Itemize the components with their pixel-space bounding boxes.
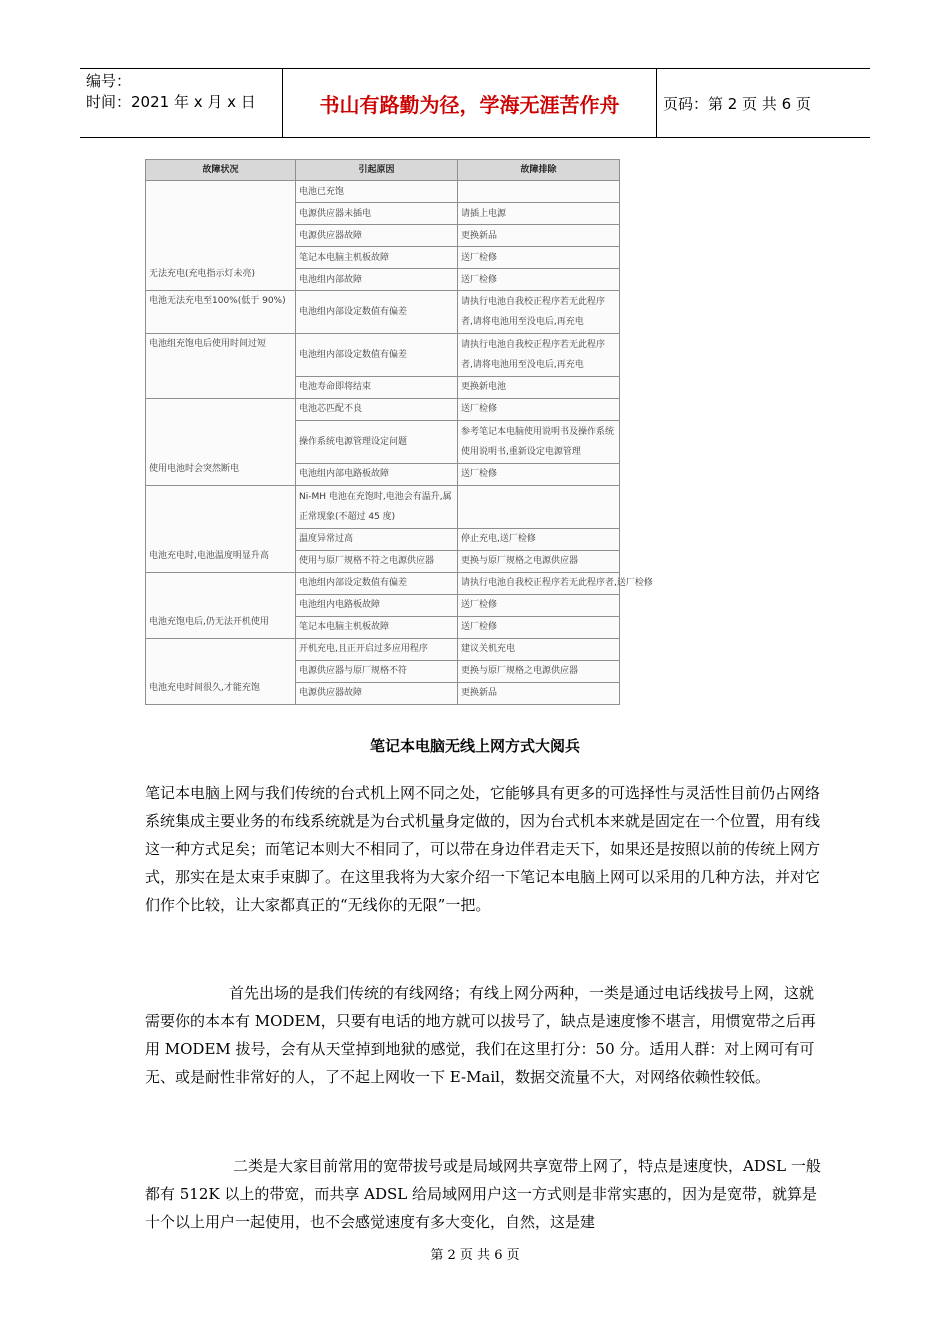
fault-solution-cell: 更换新电池 (458, 376, 620, 398)
fault-cause-cell: 使用与原厂规格不符之电源供应器 (296, 550, 458, 572)
battery-fault-table (145, 159, 653, 705)
fault-solution-cell: 请插上电源 (458, 203, 620, 225)
fault-cause-cell: 电池组内电路板故障 (296, 594, 458, 616)
table-row (146, 291, 620, 334)
fault-solution-cell: 更换与原厂规格之电源供应器 (458, 550, 620, 572)
fault-cause-cell: 笔记本电脑主机板故障 (296, 247, 458, 269)
article-paragraph (145, 1152, 825, 1236)
table-header-status: 故障状况 (146, 160, 296, 181)
fault-cause-cell: 温度异常过高 (296, 528, 458, 550)
table-row (146, 398, 620, 420)
table-row (146, 485, 620, 528)
fault-solution-cell: 更换新品 (458, 682, 620, 704)
article-paragraph (145, 979, 825, 1091)
fault-status-cell: 无法充电(充电指示灯未亮) (146, 181, 296, 291)
table-row (146, 181, 620, 203)
table-header-cause: 引起原因 (296, 160, 458, 181)
fault-cause-cell: 电池芯匹配不良 (296, 398, 458, 420)
table-header-solution: 故障排除 (458, 160, 620, 181)
fault-cause-cell: 电源供应器未插电 (296, 203, 458, 225)
fault-cause-cell: 电源供应器与原厂规格不符 (296, 660, 458, 682)
fault-solution-cell: 更换新品 (458, 225, 620, 247)
table-row (146, 333, 620, 376)
fault-solution-cell: 送厂检修 (458, 463, 620, 485)
fault-cause-cell: Ni-MH 电池在充饱时,电池会有温升,属正常现象(不超过 45 度) (296, 485, 458, 528)
fault-solution-cell: 停止充电,送厂检修 (458, 528, 620, 550)
fault-solution-cell: 参考笔记本电脑使用说明书及操作系统使用说明书,重新设定电源管理 (458, 420, 620, 463)
fault-cause-cell: 电池已充饱 (296, 181, 458, 203)
fault-solution-cell (458, 485, 620, 528)
fault-cause-cell: 电池组内部电路板故障 (296, 463, 458, 485)
fault-status-cell: 电池无法充电至100%(低于 90%) (146, 291, 296, 334)
fault-cause-cell: 电源供应器故障 (296, 682, 458, 704)
fault-cause-cell: 电池组内部设定数值有偏差 (296, 572, 458, 594)
table-body (146, 181, 653, 705)
fault-solution-cell: 送厂检修 (458, 269, 620, 291)
header-meta (80, 69, 283, 137)
fault-cause-cell: 操作系统电源管理设定问题 (296, 420, 458, 463)
fault-cause-cell: 开机充电,且正开启过多应用程序 (296, 638, 458, 660)
header-page-info: 页码：第 2 页 共 6 页 (663, 94, 811, 113)
fault-solution-cell: 送厂检修 (458, 594, 620, 616)
fault-solution-cell (458, 181, 620, 203)
fault-cause-cell: 笔记本电脑主机板故障 (296, 616, 458, 638)
table-row (146, 638, 620, 660)
fault-solution-cell: 送厂检修 (458, 398, 620, 420)
fault-status-cell: 使用电池时会突然断电 (146, 398, 296, 485)
paragraph-text: 首先出场的是我们传统的有线网络；有线上网分两种，一类是通过电话线拔号上网，这就需要你的本本有 MODEM，只要有电话的地方就可以拔号了，缺点是速度惨不堪言，用惯宽带之后再用 MODEM 拔号，会有从天堂掉到地狱的感觉，我们在这里打分：50 分。适用人群：对上网可有可无、或是耐性非常好的人，了不起上网收一下 E-Mail，数据交流量不大，对网络依赖性较低。 (145, 984, 816, 1086)
table-row (146, 572, 620, 594)
fault-status-cell: 电池充电时间很久,才能充饱 (146, 638, 296, 704)
fault-solution-cell: 更换与原厂规格之电源供应器 (458, 660, 620, 682)
paragraph-text: 二类是大家目前常用的宽带拔号或是局域网共享宽带上网了，特点是速度快，ADSL 一般都有 512K 以上的带宽，而共享 ADSL 给局域网用户这一方式则是非常实惠的，因为是宽带，就算是十个以上用户一起使用，也不会感觉速度有多大变化，自然，这是建 (145, 1157, 821, 1231)
fault-cause-cell: 电池组内部故障 (296, 269, 458, 291)
article-title: 笔记本电脑无线上网方式大阅兵 (369, 737, 580, 755)
fault-cause-cell: 电池组内部设定数值有偏差 (296, 333, 458, 376)
fault-solution-cell: 请执行电池自我校正程序若无此程序者,请将电池用至没电后,再充电 (458, 291, 620, 334)
fault-status-cell: 电池充电时,电池温度明显升高 (146, 485, 296, 572)
fault-solution-cell: 建议关机充电 (458, 638, 620, 660)
fault-cause-cell: 电池寿命即将结束 (296, 376, 458, 398)
article-paragraph: 笔记本电脑上网与我们传统的台式机上网不同之处，它能够具有更多的可选择性与灵活性目前仍占网络系统集成主要业务的布线系统就是为台式机量身定做的，因为台式机本来就是固定在一个位置，用有线这一种方式足矣；而笔记本则大不相同了，可以带在身边伴君走天下，如果还是按照以前的传统上网方式，那实在是太束手束脚了。在这里我将为大家介绍一下笔记本电脑上网可以采用的几种方法，并对它们作个比较，让大家都真正的“无线你的无限”一把。 (145, 784, 821, 914)
fault-solution-cell: 请执行电池自我校正程序若无此程序者,请将电池用至没电后,再充电 (458, 333, 620, 376)
header-motto: 书山有路勤为径，学海无涯苦作舟 (283, 69, 657, 137)
page-footer: 第 2 页 共 6 页 (430, 1248, 520, 1263)
fault-status-cell: 电池充饱电后,仍无法开机使用 (146, 572, 296, 638)
doc-number-label: 编号： (86, 72, 132, 90)
fault-cause-cell: 电源供应器故障 (296, 225, 458, 247)
fault-solution-cell: 送厂检修 (458, 616, 620, 638)
fault-solution-cell: 送厂检修 (458, 247, 620, 269)
page-header (80, 68, 870, 138)
doc-time-label: 时间：2021 年 x 月 x 日 (86, 93, 256, 111)
fault-status-cell: 电池组充饱电后使用时间过短 (146, 333, 296, 398)
fault-cause-cell: 电池组内部设定数值有偏差 (296, 291, 458, 334)
table-header-row (146, 160, 620, 181)
fault-solution-cell: 请执行电池自我校正程序若无此程序者,送厂检修 (458, 572, 620, 594)
